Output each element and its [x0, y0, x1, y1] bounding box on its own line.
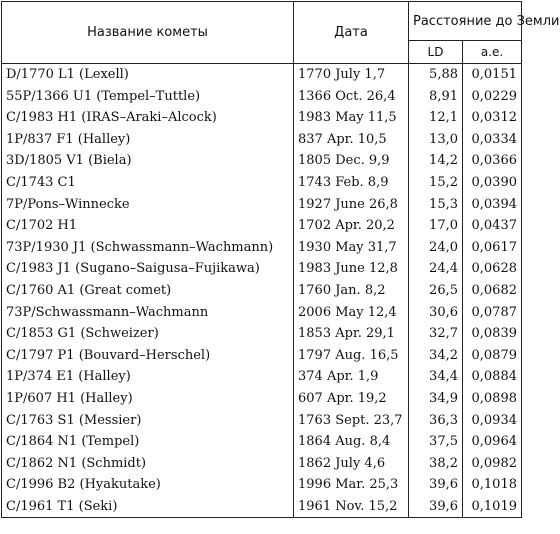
cell-comet-name: 7P/Pons–Winnecke [2, 194, 294, 216]
cell-distance-au: 0,0151 [463, 64, 522, 86]
table-row [2, 431, 522, 453]
table-body [2, 64, 522, 518]
cell-date: 1961 Nov. 15,2 [294, 496, 409, 518]
cell-comet-name: C/1961 T1 (Seki) [2, 496, 294, 518]
column-header-au: а.е. [463, 41, 522, 64]
cell-date: 1702 Apr. 20,2 [294, 215, 409, 237]
cell-distance-au: 0,1019 [463, 496, 522, 518]
cell-comet-name: C/1862 N1 (Schmidt) [2, 453, 294, 475]
table-row [2, 474, 522, 496]
table-row [2, 64, 522, 86]
cell-distance-au: 0,0787 [463, 302, 522, 324]
column-header-distance: Расстояние до Земли [409, 2, 522, 41]
cell-comet-name: 73P/Schwassmann–Wachmann [2, 302, 294, 324]
cell-distance-au: 0,0394 [463, 194, 522, 216]
table-row [2, 345, 522, 367]
cell-distance-au: 0,0617 [463, 237, 522, 259]
cell-comet-name: C/1983 H1 (IRAS–Araki–Alcock) [2, 107, 294, 129]
cell-comet-name: 3D/1805 V1 (Biela) [2, 150, 294, 172]
cell-comet-name: C/1763 S1 (Messier) [2, 410, 294, 432]
cell-distance-ld: 26,5 [409, 280, 463, 302]
cell-distance-ld: 36,3 [409, 410, 463, 432]
table-row [2, 302, 522, 324]
cell-date: 837 Apr. 10,5 [294, 129, 409, 151]
cell-date: 1864 Aug. 8,4 [294, 431, 409, 453]
cell-distance-au: 0,0628 [463, 258, 522, 280]
cell-comet-name: C/1797 P1 (Bouvard–Herschel) [2, 345, 294, 367]
table-row [2, 86, 522, 108]
cell-date: 1983 May 11,5 [294, 107, 409, 129]
cell-distance-ld: 8,91 [409, 86, 463, 108]
table-row [2, 280, 522, 302]
cell-distance-ld: 38,2 [409, 453, 463, 475]
table-row [2, 215, 522, 237]
cell-date: 374 Apr. 1,9 [294, 366, 409, 388]
cell-comet-name: D/1770 L1 (Lexell) [2, 64, 294, 86]
cell-date: 1763 Sept. 23,7 [294, 410, 409, 432]
cell-distance-ld: 39,6 [409, 496, 463, 518]
cell-date: 1927 June 26,8 [294, 194, 409, 216]
table-row [2, 388, 522, 410]
table-row [2, 129, 522, 151]
cell-comet-name: C/1702 H1 [2, 215, 294, 237]
cell-distance-au: 0,0879 [463, 345, 522, 367]
cell-comet-name: C/1760 A1 (Great comet) [2, 280, 294, 302]
cell-distance-ld: 37,5 [409, 431, 463, 453]
cell-distance-ld: 30,6 [409, 302, 463, 324]
cell-distance-au: 0,0898 [463, 388, 522, 410]
comet-distance-table [1, 1, 560, 518]
table-header [2, 2, 560, 64]
cell-date: 1366 Oct. 26,4 [294, 86, 409, 108]
table-row [2, 107, 522, 129]
table-row [2, 237, 522, 259]
column-header-date: Дата [294, 2, 409, 64]
cell-comet-name: C/1996 B2 (Hyakutake) [2, 474, 294, 496]
cell-date: 1743 Feb. 8,9 [294, 172, 409, 194]
cell-comet-name: C/1864 N1 (Tempel) [2, 431, 294, 453]
table-row [2, 194, 522, 216]
cell-distance-ld: 34,9 [409, 388, 463, 410]
cell-distance-au: 0,0964 [463, 431, 522, 453]
cell-distance-ld: 15,2 [409, 172, 463, 194]
cell-distance-au: 0,0312 [463, 107, 522, 129]
cell-date: 1770 July 1,7 [294, 64, 409, 86]
cell-distance-au: 0,0390 [463, 172, 522, 194]
cell-date: 1930 May 31,7 [294, 237, 409, 259]
table-row [2, 150, 522, 172]
cell-distance-ld: 32,7 [409, 323, 463, 345]
cell-distance-au: 0,0229 [463, 86, 522, 108]
cell-date: 1760 Jan. 8,2 [294, 280, 409, 302]
cell-date: 1996 Mar. 25,3 [294, 474, 409, 496]
cell-distance-au: 0,0934 [463, 410, 522, 432]
cell-comet-name: C/1743 C1 [2, 172, 294, 194]
cell-date: 1805 Dec. 9,9 [294, 150, 409, 172]
cell-date: 2006 May 12,4 [294, 302, 409, 324]
cell-distance-ld: 39,6 [409, 474, 463, 496]
column-header-ld: LD [409, 41, 463, 64]
table-row [2, 323, 522, 345]
cell-date: 1797 Aug. 16,5 [294, 345, 409, 367]
table-row [2, 366, 522, 388]
cell-distance-ld: 13,0 [409, 129, 463, 151]
table-row [2, 496, 522, 518]
cell-distance-ld: 15,3 [409, 194, 463, 216]
table-row [2, 410, 522, 432]
cell-date: 607 Apr. 19,2 [294, 388, 409, 410]
cell-distance-ld: 17,0 [409, 215, 463, 237]
cell-date: 1853 Apr. 29,1 [294, 323, 409, 345]
cell-distance-ld: 34,2 [409, 345, 463, 367]
table-row [2, 453, 522, 475]
table-row [2, 172, 522, 194]
cell-distance-au: 0,0982 [463, 453, 522, 475]
cell-distance-au: 0,0334 [463, 129, 522, 151]
cell-date: 1983 June 12,8 [294, 258, 409, 280]
cell-distance-au: 0,0884 [463, 366, 522, 388]
cell-comet-name: 1P/374 E1 (Halley) [2, 366, 294, 388]
cell-distance-au: 0,0839 [463, 323, 522, 345]
cell-distance-ld: 12,1 [409, 107, 463, 129]
cell-date: 1862 July 4,6 [294, 453, 409, 475]
cell-comet-name: 1P/837 F1 (Halley) [2, 129, 294, 151]
table-row [2, 258, 522, 280]
cell-comet-name: C/1853 G1 (Schweizer) [2, 323, 294, 345]
cell-comet-name: C/1983 J1 (Sugano–Saigusa–Fujikawa) [2, 258, 294, 280]
cell-distance-ld: 34,4 [409, 366, 463, 388]
cell-distance-ld: 24,0 [409, 237, 463, 259]
cell-distance-au: 0,1018 [463, 474, 522, 496]
cell-distance-ld: 24,4 [409, 258, 463, 280]
cell-distance-ld: 5,88 [409, 64, 463, 86]
cell-distance-au: 0,0437 [463, 215, 522, 237]
cell-comet-name: 73P/1930 J1 (Schwassmann–Wachmann) [2, 237, 294, 259]
column-header-name: Название кометы [2, 2, 294, 64]
cell-distance-ld: 14,2 [409, 150, 463, 172]
cell-comet-name: 1P/607 H1 (Halley) [2, 388, 294, 410]
cell-distance-au: 0,0682 [463, 280, 522, 302]
cell-distance-au: 0,0366 [463, 150, 522, 172]
cell-comet-name: 55P/1366 U1 (Tempel–Tuttle) [2, 86, 294, 108]
